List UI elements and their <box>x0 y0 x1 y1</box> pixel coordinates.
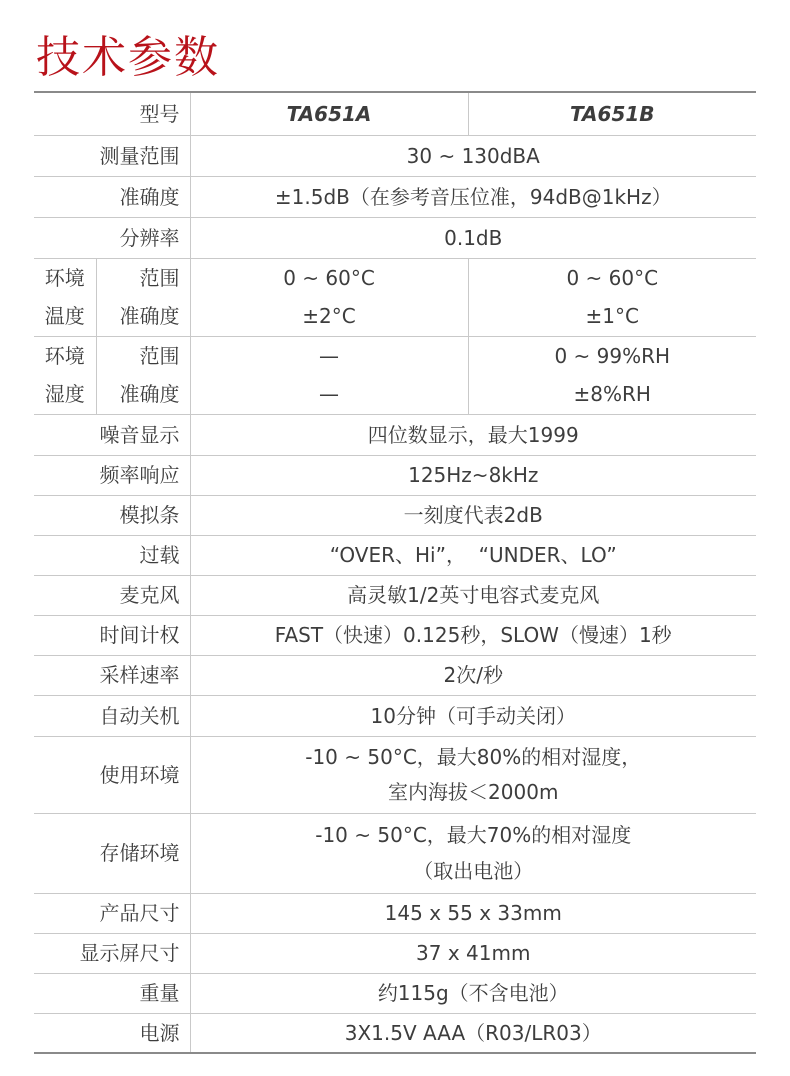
row-label: 采样速率 <box>34 655 190 695</box>
table-row <box>34 615 756 655</box>
table-row <box>34 893 756 933</box>
row-value-line: -10 ~ 50°C，最大70%的相对湿度 <box>315 823 632 847</box>
value-b: ±8%RH <box>468 375 756 414</box>
model-label: 型号 <box>34 92 190 135</box>
table-row-env-temp-acc <box>34 297 756 336</box>
row-value <box>190 813 756 893</box>
row-value: 37 x 41mm <box>190 933 756 973</box>
row-label: 准确度 <box>34 176 190 217</box>
table-row <box>34 655 756 695</box>
page-title: 技术参数 <box>36 32 220 83</box>
row-label: 分辨率 <box>34 217 190 258</box>
row-label: 模拟条 <box>34 495 190 535</box>
row-value <box>190 736 756 813</box>
value-a: ±2°C <box>190 297 468 336</box>
row-label: 自动关机 <box>34 695 190 736</box>
row-label: 重量 <box>34 973 190 1013</box>
value-b: 0 ~ 60°C <box>468 258 756 297</box>
table-row <box>34 1013 756 1053</box>
table-row <box>34 455 756 495</box>
row-label: 显示屏尺寸 <box>34 933 190 973</box>
table-row <box>34 535 756 575</box>
row-value: 10分钟（可手动关闭） <box>190 695 756 736</box>
row-value: 125Hz~8kHz <box>190 455 756 495</box>
row-value: 145 x 55 x 33mm <box>190 893 756 933</box>
table-row <box>34 695 756 736</box>
table-row <box>34 973 756 1013</box>
row-label: 过载 <box>34 535 190 575</box>
row-label: 电源 <box>34 1013 190 1053</box>
row-value: 高灵敏1/2英寸电容式麦克风 <box>190 575 756 615</box>
table-row <box>34 736 756 813</box>
row-label: 频率响应 <box>34 455 190 495</box>
row-value: 一刻度代表2dB <box>190 495 756 535</box>
sub-label: 准确度 <box>96 297 190 336</box>
table-row <box>34 135 756 176</box>
table-row <box>34 933 756 973</box>
table-row <box>34 176 756 217</box>
row-value: 2次/秒 <box>190 655 756 695</box>
row-value: 30 ~ 130dBA <box>190 135 756 176</box>
row-value-line: （取出电池） <box>413 859 534 883</box>
row-value-line: -10 ~ 50°C，最大80%的相对湿度， <box>305 744 642 769</box>
row-value: 3X1.5V AAA（R03/LR03） <box>190 1013 756 1053</box>
model-b: TA651B <box>468 92 756 135</box>
row-label: 噪音显示 <box>34 414 190 455</box>
row-value-line: 室内海拔＜2000m <box>388 779 559 804</box>
table-row-env-hum-range <box>34 336 756 375</box>
group-label-top: 环境 <box>34 336 96 375</box>
row-label: 存储环境 <box>34 813 190 893</box>
table-row <box>34 813 756 893</box>
table-row <box>34 575 756 615</box>
spec-table <box>34 91 756 1054</box>
row-label: 产品尺寸 <box>34 893 190 933</box>
row-value: 约115g（不含电池） <box>190 973 756 1013</box>
sub-label: 范围 <box>96 336 190 375</box>
value-a: — <box>190 375 468 414</box>
table-row-env-hum-acc <box>34 375 756 414</box>
table-row <box>34 495 756 535</box>
value-a: — <box>190 336 468 375</box>
value-b: 0 ~ 99%RH <box>468 336 756 375</box>
value-b: ±1°C <box>468 297 756 336</box>
table-row <box>34 217 756 258</box>
table-row-header <box>34 92 756 135</box>
group-label-bottom: 温度 <box>34 297 96 336</box>
group-label-top: 环境 <box>34 258 96 297</box>
row-label: 使用环境 <box>34 736 190 813</box>
row-label: 时间计权 <box>34 615 190 655</box>
sub-label: 范围 <box>96 258 190 297</box>
model-a: TA651A <box>190 92 468 135</box>
row-value: FAST（快速）0.125秒，SLOW（慢速）1秒 <box>190 615 756 655</box>
row-label: 麦克风 <box>34 575 190 615</box>
sub-label: 准确度 <box>96 375 190 414</box>
row-value: “OVER、Hi”， “UNDER、LO” <box>190 535 756 575</box>
table-row <box>34 414 756 455</box>
row-value: ±1.5dB（在参考音压位准，94dB@1kHz） <box>190 176 756 217</box>
row-value: 0.1dB <box>190 217 756 258</box>
value-a: 0 ~ 60°C <box>190 258 468 297</box>
group-label-bottom: 湿度 <box>34 375 96 414</box>
row-value: 四位数显示，最大1999 <box>190 414 756 455</box>
row-label: 测量范围 <box>34 135 190 176</box>
table-row-env-temp-range <box>34 258 756 297</box>
